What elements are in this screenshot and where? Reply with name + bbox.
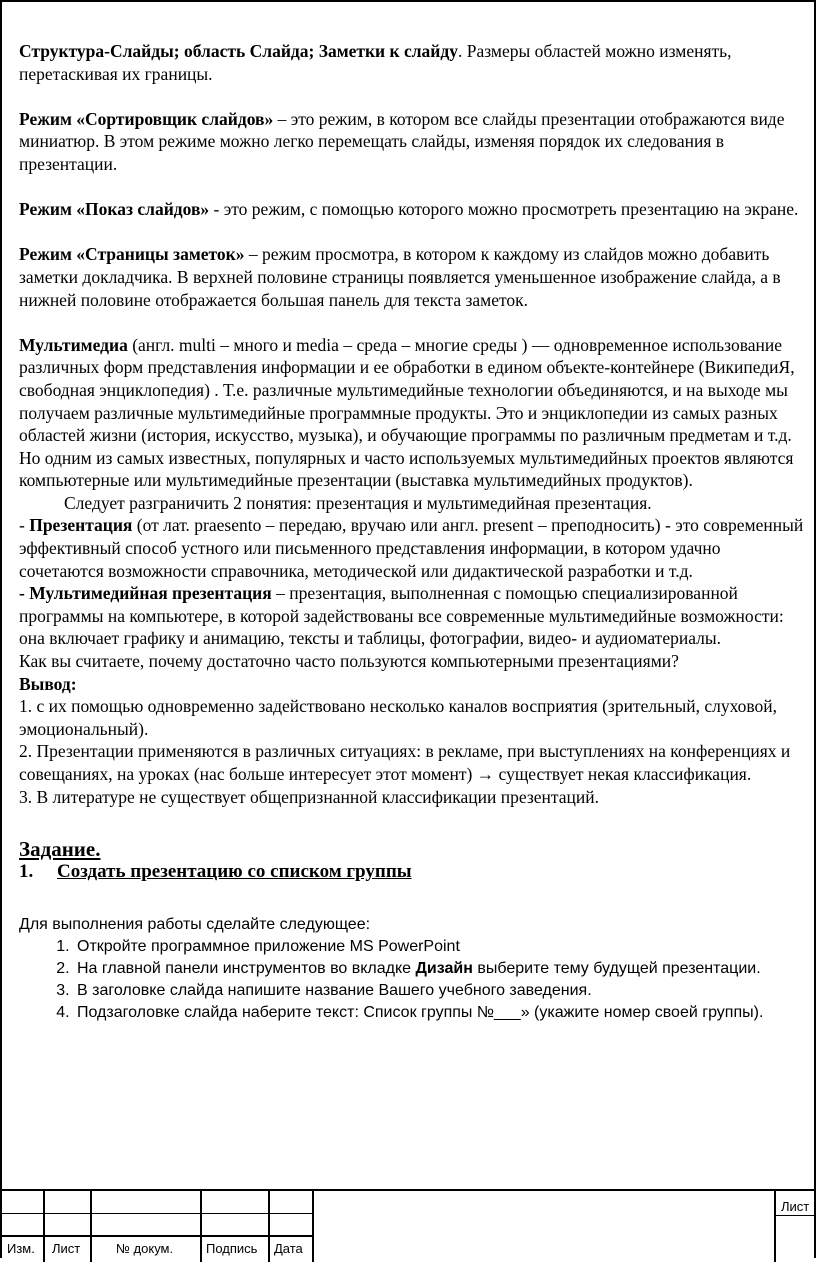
stamp-divider xyxy=(312,1191,314,1262)
task-step: 1. Откройте программное приложение MS PowerPoint xyxy=(74,936,809,958)
term-multimedia-presentation: - Мультимедийная презентация xyxy=(19,583,272,604)
task-step: 4. Подзаголовке слайда наберите текст: Список группы №___» (укажите номер своей группы). xyxy=(74,1002,809,1024)
stamp-label-signature: Подпись xyxy=(206,1241,258,1256)
task-step: 2. На главной панели инструментов во вкладке Дизайн выберите тему будущей презентации. xyxy=(74,958,809,980)
stamp-label-doc-no: № докум. xyxy=(116,1241,174,1256)
stamp-divider xyxy=(268,1191,270,1262)
paragraph-multimedia: Мультимедиа (англ. multi – много и media – среда – многие среды ) — одновременное использование различных форм представления информации и ее обработки в едином объекте-контейнере (ВикипедиЯ, свободная энциклопедия) . Т.е. различные мультимедийные технологии объединяются, и на выходе мы получаем различные мультимедийные программные продукты. Это и энциклопедии из самых разных областей жизни (история, искусство, музыка), и обучающие программы по различным предметам и т.д. Но одним из самых известных, популярных и часто используемых мультимедийных проектов являются компьютерные или мультимедийные презентации (выставка мультимедийных продуктов). xyxy=(19,334,795,491)
paragraph-window-areas: Структура-Слайды; область Слайда; Заметки к слайду. Размеры областей можно изменять, перетаскивая их границы. xyxy=(19,41,732,84)
conclusion-heading: Вывод: xyxy=(19,673,77,694)
task-heading: Задание. xyxy=(19,837,101,862)
term-slide-sorter: Режим «Сортировщик слайдов» xyxy=(19,108,274,129)
paragraph-slide-sorter: Режим «Сортировщик слайдов» – это режим, в котором все слайды презентации отображаются виде миниатюр. В этом режиме можно легко перемещать слайды, изменяя порядок их следования в презентации. xyxy=(19,108,785,174)
stamp-divider xyxy=(43,1191,45,1262)
stamp-divider xyxy=(774,1191,776,1262)
task-subheading: 1. Создать презентацию со списком группы xyxy=(19,860,412,882)
conclusion-item: 2. Презентации применяются в различных ситуациях: в рекламе, при выступлениях на конференциях и совещаниях, на уроках (нас больше интересует этот момент) → существует некая классификация. xyxy=(19,741,791,784)
stamp-sheet-line xyxy=(776,1215,814,1216)
term-presentation: Презентация xyxy=(29,515,133,536)
stamp-label-sheet: Лист xyxy=(781,1199,810,1214)
paragraph-multimedia-presentation: - Мультимедийная презентация – презентация, выполненная с помощью специализированной программы на компьютере, в которой задействованы все современные мультимедийные возможности: она включает графику и анимацию, тексты и таблицы, фотографии, видео- и аудиоматериалы. xyxy=(19,583,784,649)
paragraph-slide-show: Режим «Показ слайдов» - это режим, с помощью которого можно просмотреть презентацию на экране. xyxy=(19,199,799,220)
design-tab-term: Дизайн xyxy=(415,960,473,978)
stamp-row-line xyxy=(2,1235,312,1237)
paragraph-notes-page: Режим «Страницы заметок» – режим просмотра, в котором к каждому из слайдов можно добавить заметки докладчика. В верхней половине страницы появляется уменьшенное изображение слайда, а в нижней половине отображается большая панель для текста заметок. xyxy=(19,244,781,310)
task-intro: Для выполнения работы сделайте следующее: xyxy=(19,916,371,934)
stamp-label-izm: Изм. xyxy=(7,1241,35,1256)
task-step: 3. В заголовке слайда напишите название Вашего учебного заведения. xyxy=(74,980,809,1002)
stamp-label-date: Дата xyxy=(274,1241,303,1256)
term-multimedia: Мультимедиа xyxy=(19,334,128,355)
stamp-label-list: Лист xyxy=(52,1241,81,1256)
title-block-stamp xyxy=(2,1189,814,1262)
paragraph-two-concepts: Следует разграничить 2 понятия: презентация и мультимедийная презентация. xyxy=(64,492,652,513)
paragraph-presentation-definition: - Презентация (от лат. praesento – передаю, вручаю или англ. present – преподносить) - это современный эффективный способ устного или письменного представления информации, в котором удачно сочетаются возможности справочника, методической или дидактической разработки и т.д. xyxy=(19,515,804,581)
conclusion-item: 3. В литературе не существует общепризнанной классификации презентаций. xyxy=(19,786,600,807)
term-structure: Структура-Слайды; область Слайда; Заметки к слайду xyxy=(19,41,458,61)
stamp-row-line xyxy=(2,1213,312,1214)
term-notes-page: Режим «Страницы заметок» xyxy=(19,244,245,265)
conclusion-item: 1. с их помощью одновременно задействовано несколько каналов восприятия (зрительный, слуховой, эмоциональный). xyxy=(19,696,778,739)
document-body xyxy=(19,40,809,1024)
task-steps-list xyxy=(19,936,809,1024)
stamp-divider xyxy=(200,1191,202,1262)
term-slide-show: Режим «Показ слайдов» xyxy=(19,199,210,220)
stamp-divider xyxy=(90,1191,92,1262)
question: Как вы считаете, почему достаточно часто пользуются компьютерными презентациями? xyxy=(19,651,679,672)
